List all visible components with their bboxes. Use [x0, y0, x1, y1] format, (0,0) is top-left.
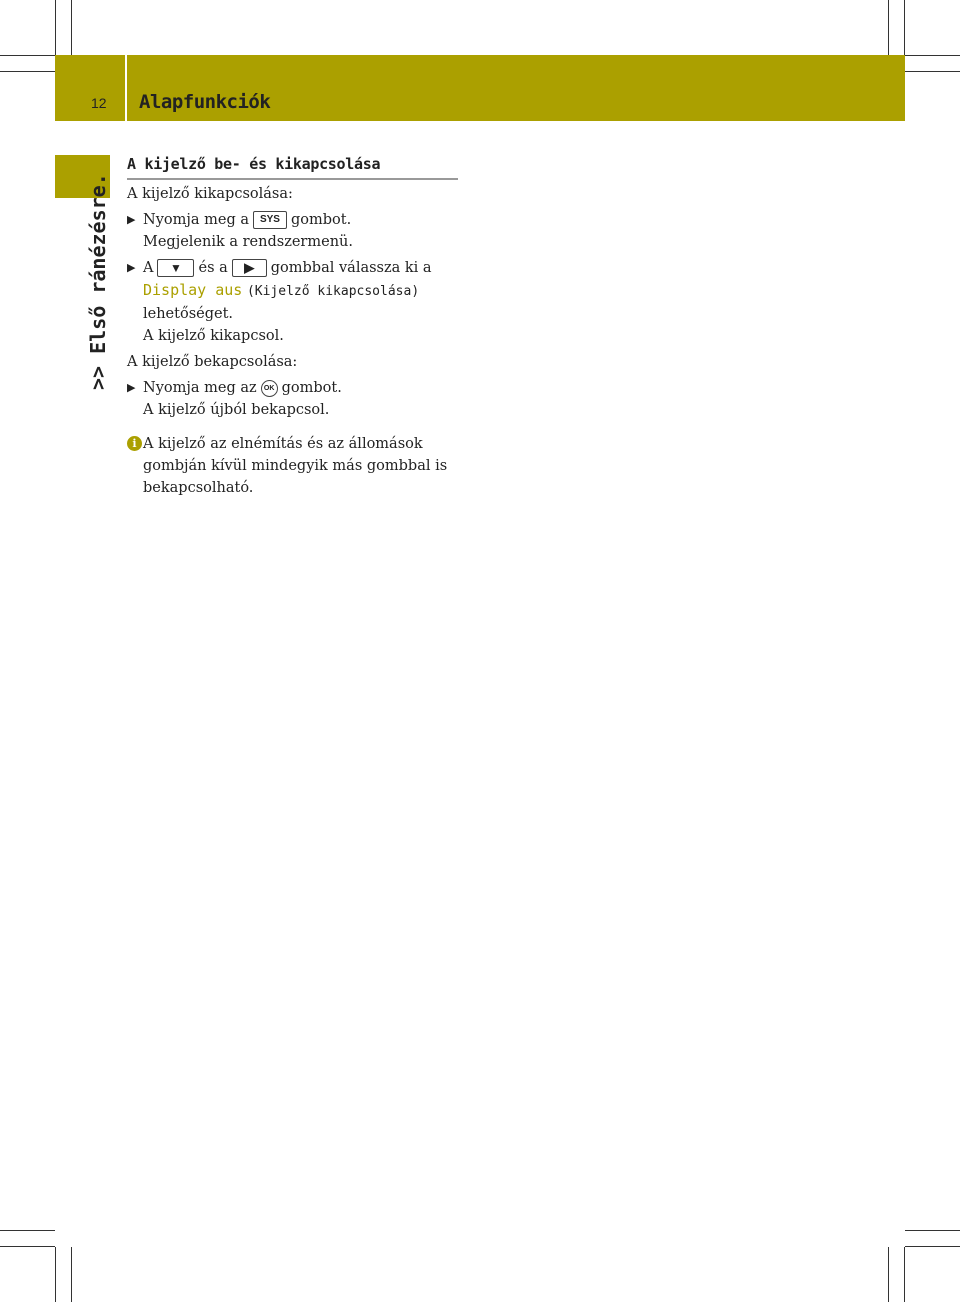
step-text-mid: és a [198, 260, 228, 276]
step-result: A kijelző újból bekapcsol. [143, 402, 330, 418]
content-column [127, 153, 458, 499]
side-tab-label: >> Első ránézésre. [86, 173, 110, 390]
crop-mark [0, 71, 55, 72]
menu-item-display-aus: Display aus [143, 281, 243, 299]
crop-mark [905, 71, 960, 72]
off-heading: A kijelző kikapcsolása: [127, 186, 293, 202]
header-divider [125, 55, 127, 121]
sys-key-icon: SYS [253, 211, 287, 229]
step-text-after: gombbal válassza ki a [270, 260, 432, 276]
note-text: A kijelző az elnémítás és az állomások gombján kívül mindegyik más gombbal is bekapcsolható. [143, 436, 448, 496]
section-title: A kijelző be- és kikapcsolása [127, 153, 458, 180]
step-result: A kijelző kikapcsol. [143, 328, 284, 344]
step-press-sys [127, 209, 458, 253]
step-text-after: gombot. [281, 380, 342, 396]
ok-key-icon: OK [261, 380, 278, 397]
crop-mark [888, 0, 889, 55]
right-key-icon: ▶ [232, 259, 267, 277]
crop-mark [905, 1246, 960, 1247]
page-number: 12 [91, 95, 107, 111]
crop-mark [55, 0, 56, 55]
step-text-a: A [143, 260, 154, 276]
step-select-display-off [127, 257, 458, 347]
on-heading: A kijelző bekapcsolása: [127, 354, 298, 370]
step-text-tail: lehetőséget. [143, 306, 234, 322]
menu-item-translation: (Kijelző kikapcsolása) [246, 284, 420, 299]
page-number-box [55, 55, 125, 121]
crop-mark [0, 55, 55, 56]
crop-mark [905, 55, 960, 56]
crop-mark [904, 1247, 905, 1302]
step-text-before: Nyomja meg a [143, 212, 249, 228]
step-result: Megjelenik a rendszermenü. [143, 234, 353, 250]
triangle-right-icon: ▶ [127, 261, 136, 274]
crop-mark [0, 1230, 55, 1231]
step-text-before: Nyomja meg az [143, 380, 257, 396]
crop-mark [55, 1247, 56, 1302]
crop-mark [888, 1247, 889, 1302]
info-icon: i [127, 436, 142, 451]
step-press-ok [127, 377, 458, 421]
crop-mark [71, 1247, 72, 1302]
crop-mark [0, 1246, 55, 1247]
down-key-icon: ▼ [157, 259, 194, 277]
info-note [127, 433, 458, 499]
header-bar [55, 55, 905, 121]
crop-mark [904, 0, 905, 55]
crop-mark [905, 1230, 960, 1231]
chapter-title: Alapfunkciók [139, 91, 271, 113]
triangle-right-icon: ▶ [127, 381, 136, 394]
crop-mark [71, 0, 72, 55]
step-text-after: gombot. [290, 212, 352, 228]
triangle-right-icon: ▶ [127, 213, 136, 226]
